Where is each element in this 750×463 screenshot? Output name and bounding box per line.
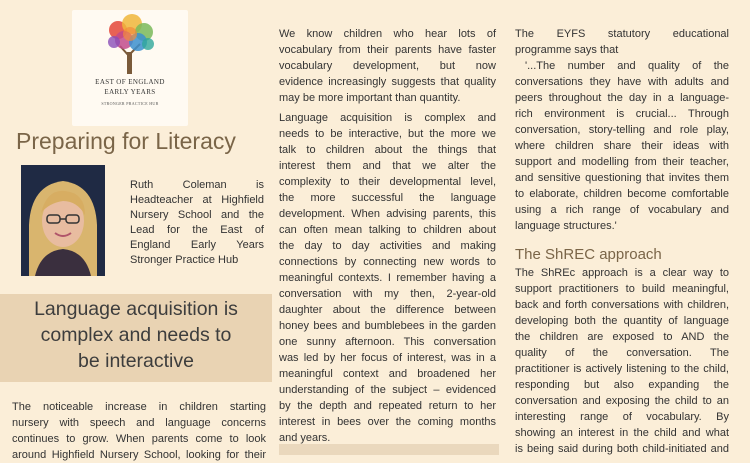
hub-logo (72, 10, 188, 126)
text-line: connections by connecting new words to (279, 256, 496, 268)
text-line: is being said during both child-initiated and (515, 443, 729, 455)
text-line: continues to grow. When parents come to look (12, 433, 266, 445)
text-line: quality of the conversation. The (515, 347, 729, 359)
text-line: The ShREc approach is a clear way to (515, 267, 729, 279)
next-pull-quote-panel (279, 444, 499, 455)
text-line: support practitioners to build meaningful, (515, 283, 729, 295)
col2-paragraph-2 (279, 110, 496, 446)
text-line: rich environment is crucial... Through (515, 108, 729, 120)
text-line: back and forth conversations with children, (515, 299, 729, 311)
text-line: conversation with my then, 2-year-old (279, 288, 496, 300)
bio-line: England Early Years (130, 239, 264, 251)
text-line: using a rich range of vocabulary and (515, 204, 729, 216)
text-line: language structures.' (515, 220, 617, 232)
text-line: developing both the quantity of language (515, 315, 729, 327)
author-portrait-icon (21, 165, 105, 276)
text-line: one sunny afternoon. This conversation (279, 336, 496, 348)
text-line: programme says that (515, 44, 619, 56)
pull-quote-line: complex and needs to (40, 324, 232, 346)
text-line: meaningful context and broadened her (279, 368, 496, 380)
text-line: nursery with speech and language concerns (12, 417, 266, 429)
text-line: and years. (279, 432, 331, 444)
text-line: meaningful contexts. I remember having a (279, 272, 496, 284)
text-line: the day to day activities and making (279, 240, 496, 252)
text-line: honey bees and bumblebees in the garden (279, 320, 496, 332)
col2-paragraph-1 (279, 26, 496, 106)
col3-quote (515, 58, 729, 234)
text-line: complexity to their developmental level, (279, 176, 496, 188)
text-line: around Highfield Nursery School, looking for their (12, 449, 266, 461)
text-line: by the depth and repeated return to her (279, 400, 496, 412)
text-line: vocabulary development, but now (279, 60, 496, 72)
author-bio (130, 178, 264, 268)
text-line: the children are exposed to AND the (515, 331, 729, 343)
text-line: support and modelling from their teacher, (515, 156, 729, 168)
text-line: practitioner is actively listening to the child, (515, 363, 729, 375)
text-line: peers throughout the day in a language- (515, 92, 729, 104)
text-line: understanding of the subject – evidenced (279, 384, 496, 396)
pull-quote-line: Language acquisition is (34, 298, 238, 320)
pull-quote (0, 294, 272, 382)
text-line: The noticeable increase in children starting (12, 401, 266, 413)
text-line: We know children who hear lots of (279, 28, 496, 40)
text-line: may be more important than quantity. (279, 92, 461, 104)
logo-line-1: EAST OF ENGLAND (95, 78, 165, 86)
text-line: and sensitive questioning that invites them (515, 172, 729, 184)
text-line: can often mean talking to children about (279, 224, 496, 236)
col1-paragraph (12, 399, 266, 463)
text-line: showing an interest in the child and what (515, 427, 729, 439)
tree-logo-icon (102, 12, 158, 76)
shrec-heading: The ShREC approach (515, 246, 662, 263)
text-line: the more successful the language (279, 192, 496, 204)
text-line: interest them and that we alter the (279, 160, 496, 172)
text-line: responding but also expanding the (515, 379, 729, 391)
text-line: needs to be interactive, but the more we (279, 128, 496, 140)
text-line: daughter about the difference between (279, 304, 496, 316)
text-line: development. When advising parents, this (279, 208, 496, 220)
text-line: where children share their ideas with (515, 140, 729, 152)
text-line: '...The number and quality of the (525, 60, 729, 72)
bio-line: Stronger Practice Hub (130, 254, 239, 266)
text-line: evidence increasingly suggests that quality (279, 76, 496, 88)
bio-line: Nursery School and the (130, 209, 264, 221)
logo-line-2: EARLY YEARS (104, 88, 156, 96)
text-line: conversation, story-telling and role play, (515, 124, 729, 136)
text-line: talk to children about the things that (279, 144, 496, 156)
text-line: interest in bees over the coming months (279, 416, 496, 428)
bio-line: Ruth Coleman is (130, 179, 264, 191)
col3-shrec-paragraph (515, 265, 729, 457)
text-line: conversation and exposing the child to an (515, 395, 729, 407)
col3-intro (515, 26, 729, 58)
text-line: vocabulary from their parents have faster (279, 44, 496, 56)
author-photo (21, 165, 105, 276)
text-line: Language acquisition is complex and (279, 112, 496, 124)
logo-line-3: STRONGER PRACTICE HUB (101, 101, 159, 106)
text-line: to elaborate, children become comfortable (515, 188, 729, 200)
text-line: conversations they have with adults and (515, 76, 729, 88)
bio-line: Lead for the East of (130, 224, 264, 236)
article-title: Preparing for Literacy (16, 128, 236, 154)
text-line: was led by her focus of interest, was in a (279, 352, 496, 364)
bio-line: Headteacher at Highfield (130, 194, 264, 206)
text-line: The EYFS statutory educational (515, 28, 729, 40)
text-line: interesting range of vocabulary. By (515, 411, 729, 423)
pull-quote-line: be interactive (78, 350, 194, 372)
